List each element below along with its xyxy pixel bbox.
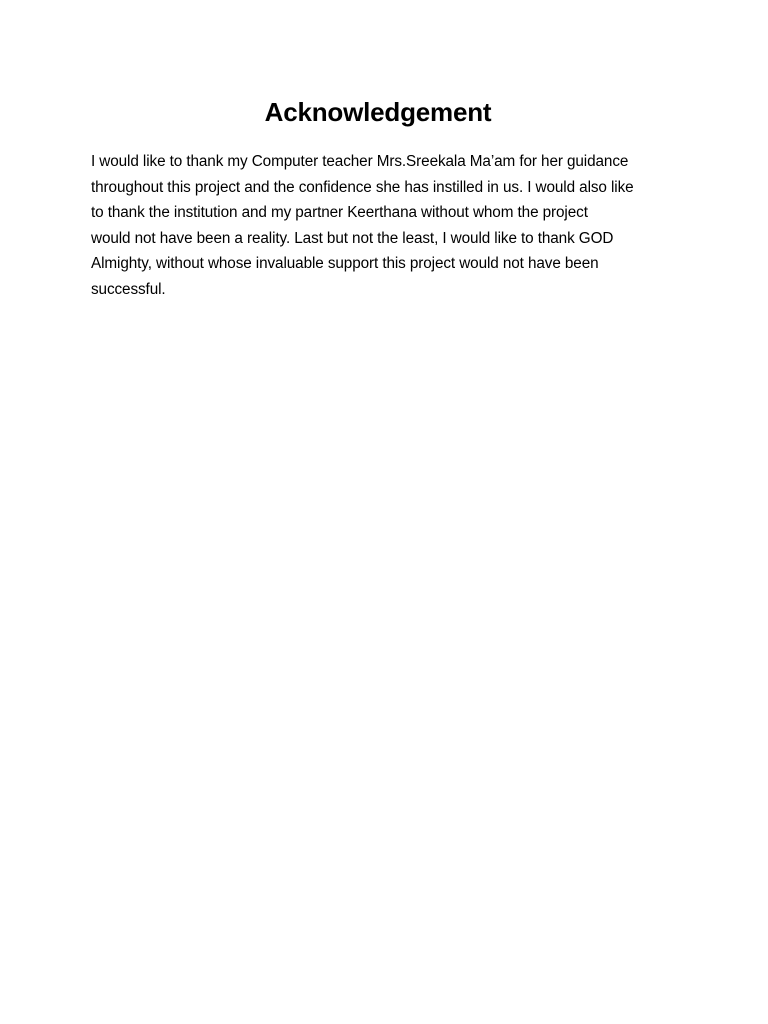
paragraph-line: successful. [91, 280, 166, 298]
paragraph-line: throughout this project and the confidence she has instilled in us. I would also like [91, 178, 634, 196]
paragraph-line: I would like to thank my Computer teacher Mrs.Sreekala Ma’am for her guidance [91, 153, 629, 170]
acknowledgement-paragraph [91, 149, 701, 303]
paragraph-line: would not have been a reality. Last but not the least, I would like to thank GOD [91, 229, 614, 247]
page-title: Acknowledgement [264, 97, 492, 127]
paragraph-line: to thank the institution and my partner Keerthana without whom the project [91, 204, 588, 222]
paragraph-line: Almighty, without whose invaluable support this project would not have been [91, 255, 599, 273]
